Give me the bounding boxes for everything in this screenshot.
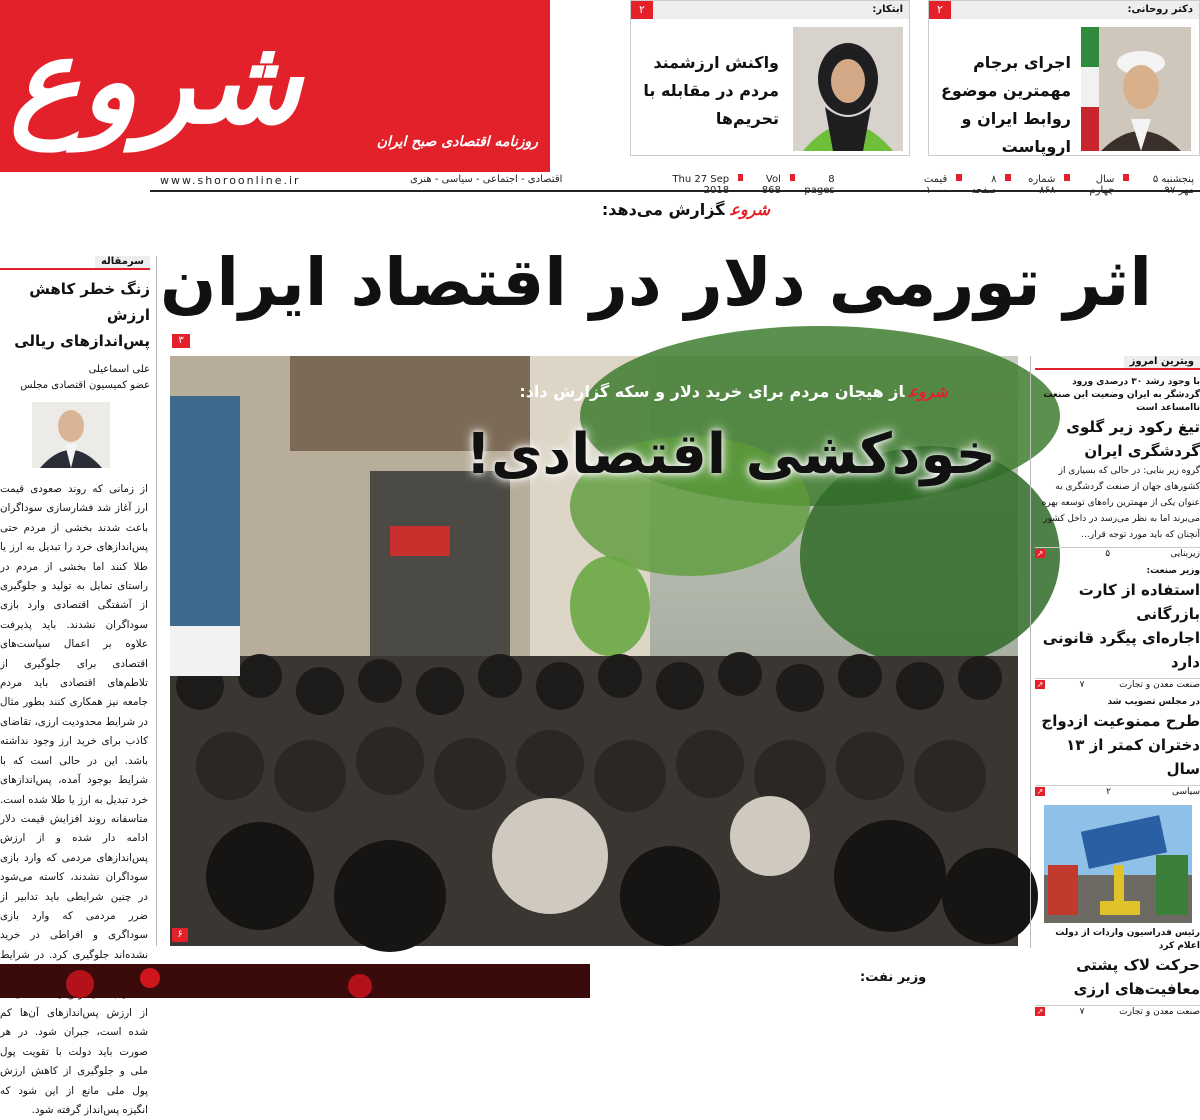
arrow-icon[interactable]: ↗: [1036, 549, 1044, 558]
kicker-brand: شروع: [908, 382, 948, 401]
sidebar-story[interactable]: در مجلس تصویب شد طرح ممنوعیت ازدواج دختران کمتر از ۱۳ سال سیاسی ۲ ↗: [1036, 697, 1200, 797]
sidebar-story[interactable]: با وجود رشد ۳۰ درصدی ورود گردشگر به ایران وضعیت این صنعت ناامساعد است تیغ رکود زیر گلوی گردشگری ایران گروه زیر بنایی: در حالی که بسیاری از کشورهای جهان از صنعت گردشگری به عنوان یکی از مهمترین راه‌های توسعه بهره می‌برند اما به نظر می‌رسد در داخل کشور آنچنان که باید مورد توجه قرار... زیربنایی ۵ ↗: [1036, 377, 1200, 559]
editorial-title[interactable]: زنگ خطر کاهش ارزش پس‌اندازهای ریالی: [14, 280, 150, 350]
arrow-icon[interactable]: ↗: [1036, 787, 1044, 796]
issue-pages: ۸: [991, 174, 997, 185]
container-port-photo: [1044, 805, 1192, 923]
issue-price: قیمت: [923, 174, 948, 185]
teaser-photo: [793, 27, 903, 151]
sidebar-story[interactable]: رئیس فدراسیون واردات از دولت اعلام کرد حرکت لاک پشتی معافیت‌های ارزی صنعت معدن و تجارت ۷ ↗: [1036, 928, 1200, 1017]
editorial-column: [0, 256, 150, 1116]
website-link[interactable]: www.shoroonline.ir: [160, 174, 301, 187]
arrow-icon[interactable]: ↗: [1036, 1007, 1044, 1016]
sidebar-story-title: طرح ممنوعیت ازدواج دختران کمتر از ۱۳ سال: [1041, 712, 1200, 778]
top-divider: [150, 190, 1200, 192]
masthead: [0, 0, 550, 172]
sidebar-story-title: استفاده از کارت بازرگانی اجاره‌ای پیگرد قانونی دارد: [1042, 581, 1200, 671]
issue-number: شماره: [1028, 174, 1056, 185]
photo-headline[interactable]: خودکشی اقتصادی!: [465, 422, 996, 487]
bottom-story-kicker[interactable]: وزیر نفت:: [860, 970, 927, 985]
issue-date-en: Thu 27 Sep: [672, 174, 730, 185]
sidebar-story-footer: زیربنایی ۵ ↗: [1036, 548, 1200, 559]
sidebar-story-summary: گروه زیر بنایی: در حالی که بسیاری از کشورهای جهان از صنعت گردشگری به عنوان یکی از مهمترین راه‌های توسعه بهره می‌برند اما به نظر می‌رسد در داخل کشور آنچنان که باید مورد توجه قرار...: [1041, 466, 1200, 540]
photo-kicker: شروعاز هیجان مردم برای خرید دلار و سکه گزارش داد:: [519, 382, 948, 401]
headline-page-num: ۳: [172, 334, 190, 348]
sidebar-section-label: ویترین امروز: [1035, 356, 1200, 370]
sidebar-story-title: حرکت لاک پشتی معافیت‌های ارزی: [1073, 956, 1200, 998]
teaser-ebtekar[interactable]: [630, 0, 910, 156]
teaser-caption: ابتکار:: [631, 1, 909, 19]
main-photo[interactable]: [170, 356, 1018, 946]
sidebar-story[interactable]: وزیر صنعت: استفاده از کارت بازرگانی اجاره‌ای پیگرد قانونی دارد صنعت معدن و تجارت ۷ ↗: [1036, 566, 1200, 690]
kicker-brand: شروع: [730, 200, 770, 219]
teaser-page-num: ۲: [631, 1, 653, 19]
editorial-section-label: سرمقاله: [0, 256, 150, 270]
lead-kicker: شروعگزارش می‌دهد:: [601, 200, 770, 219]
teaser-page-num: ۲: [929, 1, 951, 19]
categories-line: اقتصادی - اجتماعی - سیاسی - هنری: [410, 174, 563, 185]
issue-info-bar: [664, 174, 1194, 196]
teaser-photo: [1081, 27, 1191, 151]
column-divider: [1030, 356, 1031, 948]
arrow-icon[interactable]: ↗: [1036, 680, 1044, 689]
issue-pages-en: 8: [828, 174, 835, 185]
editorial-author: علی اسماعیلی عضو کمیسیون اقتصادی مجلس: [20, 364, 150, 391]
editorial-body: از زمانی که روند صعودی قیمت ارز آغاز شد فشارسازی سوداگران باعث شدند بخشی از مردم حتی پس‌اندازهای خرد را تبدیل به ارز یا طلا کنند اما بخشی از مردم در راستای تمایل به تولید و جلوگیری از آشفتگی اقتصادی وارد بازی سوداگران نشدند. باید پذیرفت علاوه بر اعمال سیاست‌های اقتصادی برای جلوگیری از تلاطم‌های اقتصادی باید مردم جامعه نیز همکاری کنند بطور مثال در شرایط محدودیت ارزی، تقاضای کاذب برای خرید ارز وجود نداشته باشد. این در حالی است که با شرایط بوجود آمده، پس‌اندازهای خرد تبدیل به ارز یا طلا شده است. متاسفانه روند افزایش قیمت دلار ادامه دار شده و از ارزش پس‌اندازهای مردمی که وارد بازی سوداگران نشدند، کاسته می‌شود در چنین شرایطی باید تدابیر از ضرر مردمی که وارد بازی سوداگری و افراطی در خرید نشده‌اند جلوگیری کرد. در شرایط از ارزش پس‌اندازهای آن‌ها کم شده است، جبران شود. در هر صورت باید دولت با تقویت پول ملی و جلوگیری از کاهش ارزش پول ملی مانع از این شود که انگیزه پس‌انداز گرفته شود.: [0, 483, 148, 1116]
issue-date: پنجشنبه ۵: [1152, 174, 1194, 185]
author-portrait: [32, 402, 110, 468]
sidebar-story-footer: صنعت معدن و تجارت ۷ ↗: [1036, 679, 1200, 690]
vitrine-sidebar: [1035, 356, 1200, 1017]
sidebar-story-title: تیغ رکود زیر گلوی گردشگری ایران: [1066, 418, 1200, 460]
teaser-headline[interactable]: واکنش ارزشمند مردم در مقابله با تحریم‌ها: [643, 53, 779, 128]
masthead-subtitle: روزنامه اقتصادی صبح ایران: [376, 134, 538, 150]
teaser-headline[interactable]: اجرای برجام مهمترین موضوع روابط ایران و اروپاست: [940, 53, 1071, 156]
main-headline[interactable]: اثر تورمی دلار در اقتصاد ایران: [160, 244, 1152, 321]
issue-year: سال: [1095, 174, 1115, 185]
column-divider: [156, 256, 157, 946]
sidebar-story-footer: سیاسی ۲ ↗: [1036, 786, 1200, 797]
bottom-photo-strip: [0, 964, 590, 998]
teaser-rouhani[interactable]: [928, 0, 1200, 156]
issue-vol: Vol: [765, 174, 781, 185]
sidebar-story-footer: صنعت معدن و تجارت ۷ ↗: [1036, 1006, 1200, 1017]
teaser-caption: دکتر روحانی:: [929, 1, 1199, 19]
newspaper-logo[interactable]: شروع: [10, 11, 302, 150]
photo-page-num: ۶: [172, 928, 188, 942]
